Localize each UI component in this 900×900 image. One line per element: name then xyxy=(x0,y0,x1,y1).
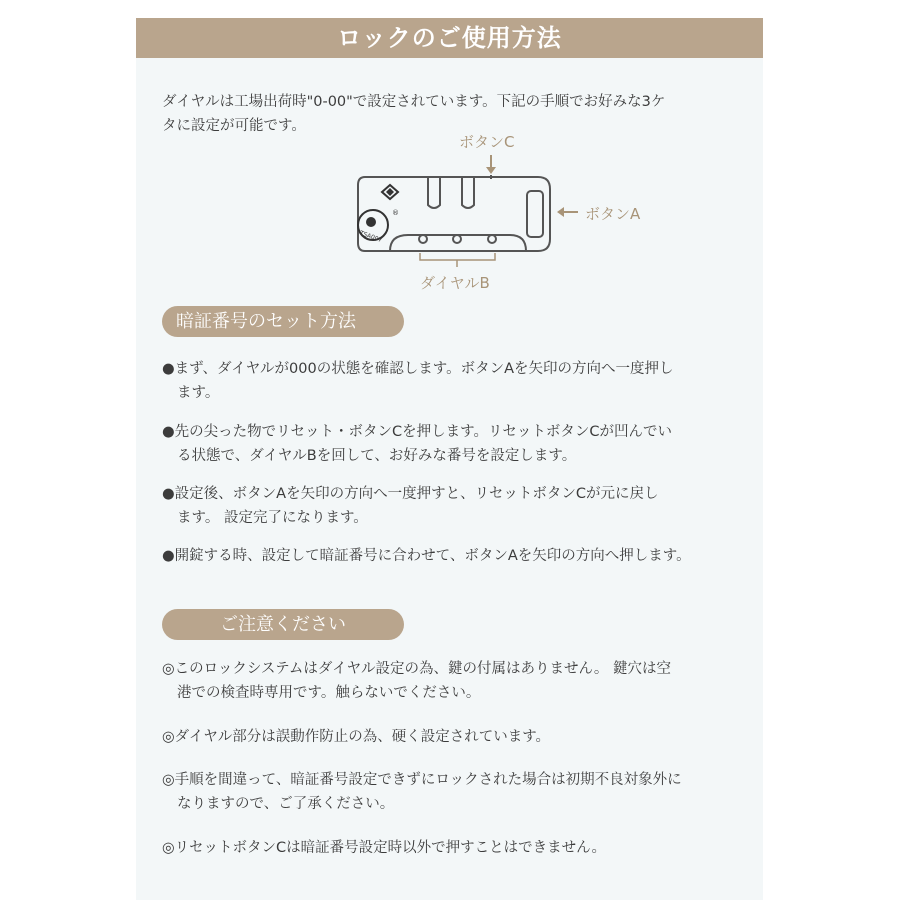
button-a-arrow-icon xyxy=(557,207,578,217)
button-c-label: ボタンC xyxy=(459,133,515,151)
setup-step-3-line-1: ●設定後、ボタンAを矢印の方向へ一度押すと、リセットボタンCが元に戻し xyxy=(162,486,659,502)
note-2-line-1: ◎ダイヤル部分は誤動作防止の為、硬く設定されています。 xyxy=(162,729,551,745)
intro-line-2: タに設定が可能です。 xyxy=(162,118,306,134)
setup-step-1-line-2: ます。 xyxy=(177,385,220,401)
setup-step-1-line-1: ●まず、ダイヤルが000の状態を確認します。ボタンAを矢印の方向へ一度押し xyxy=(162,361,674,377)
notes-heading: ご注意ください xyxy=(162,609,404,640)
button-c-arrow-icon xyxy=(486,155,496,174)
setup-step-2-line-1: ●先の尖った物でリセット・ボタンCを押します。リセットボタンCが凹んでい xyxy=(162,424,672,440)
lock-diagram xyxy=(350,155,590,275)
note-2 xyxy=(162,725,550,749)
button-a-label: ボタンA xyxy=(585,205,641,223)
lock-body-icon xyxy=(358,175,550,251)
note-1-line-2: 港での検査時専用です。触らないでください。 xyxy=(177,685,481,701)
tsa-logo-icon xyxy=(358,185,399,244)
intro-text xyxy=(162,90,665,138)
svg-text:®: ® xyxy=(392,209,399,217)
setup-step-2-line-2: る状態で、ダイヤルBを回して、お好みな番号を設定します。 xyxy=(177,448,577,464)
note-3-line-2: なりますので、ご了承ください。 xyxy=(177,796,395,812)
setup-step-2 xyxy=(162,420,672,468)
setup-step-4-line-1: ●開錠する時、設定して暗証番号に合わせて、ボタンAを矢印の方向へ押します。 xyxy=(162,548,691,564)
setup-heading: 暗証番号のセット方法 xyxy=(162,306,404,337)
setup-step-4 xyxy=(162,544,691,568)
setup-step-3 xyxy=(162,482,659,530)
note-1-line-1: ◎このロックシステムはダイヤル設定の為、鍵の付属はありません。 鍵穴は空 xyxy=(162,661,671,677)
intro-line-1: ダイヤルは工場出荷時"0-00"で設定されています。下記の手順でお好みな3ケ xyxy=(162,94,666,110)
note-3-line-1: ◎手順を間違って、暗証番号設定できずにロックされた場合は初期不良対象外に xyxy=(162,772,682,788)
setup-step-3-line-2: ます。 設定完了になります。 xyxy=(177,510,368,526)
setup-step-1 xyxy=(162,357,674,405)
page-title: ロックのご使用方法 xyxy=(136,18,763,58)
note-4-line-1: ◎リセットボタンCは暗証番号設定時以外で押すことはできません。 xyxy=(162,840,606,856)
dial-b-label: ダイヤルB xyxy=(420,274,490,292)
note-3 xyxy=(162,768,682,816)
dial-b-bracket-icon xyxy=(420,253,495,267)
tsa-logo-text: TSA007 xyxy=(358,229,383,245)
note-4 xyxy=(162,836,606,860)
note-1 xyxy=(162,657,671,705)
